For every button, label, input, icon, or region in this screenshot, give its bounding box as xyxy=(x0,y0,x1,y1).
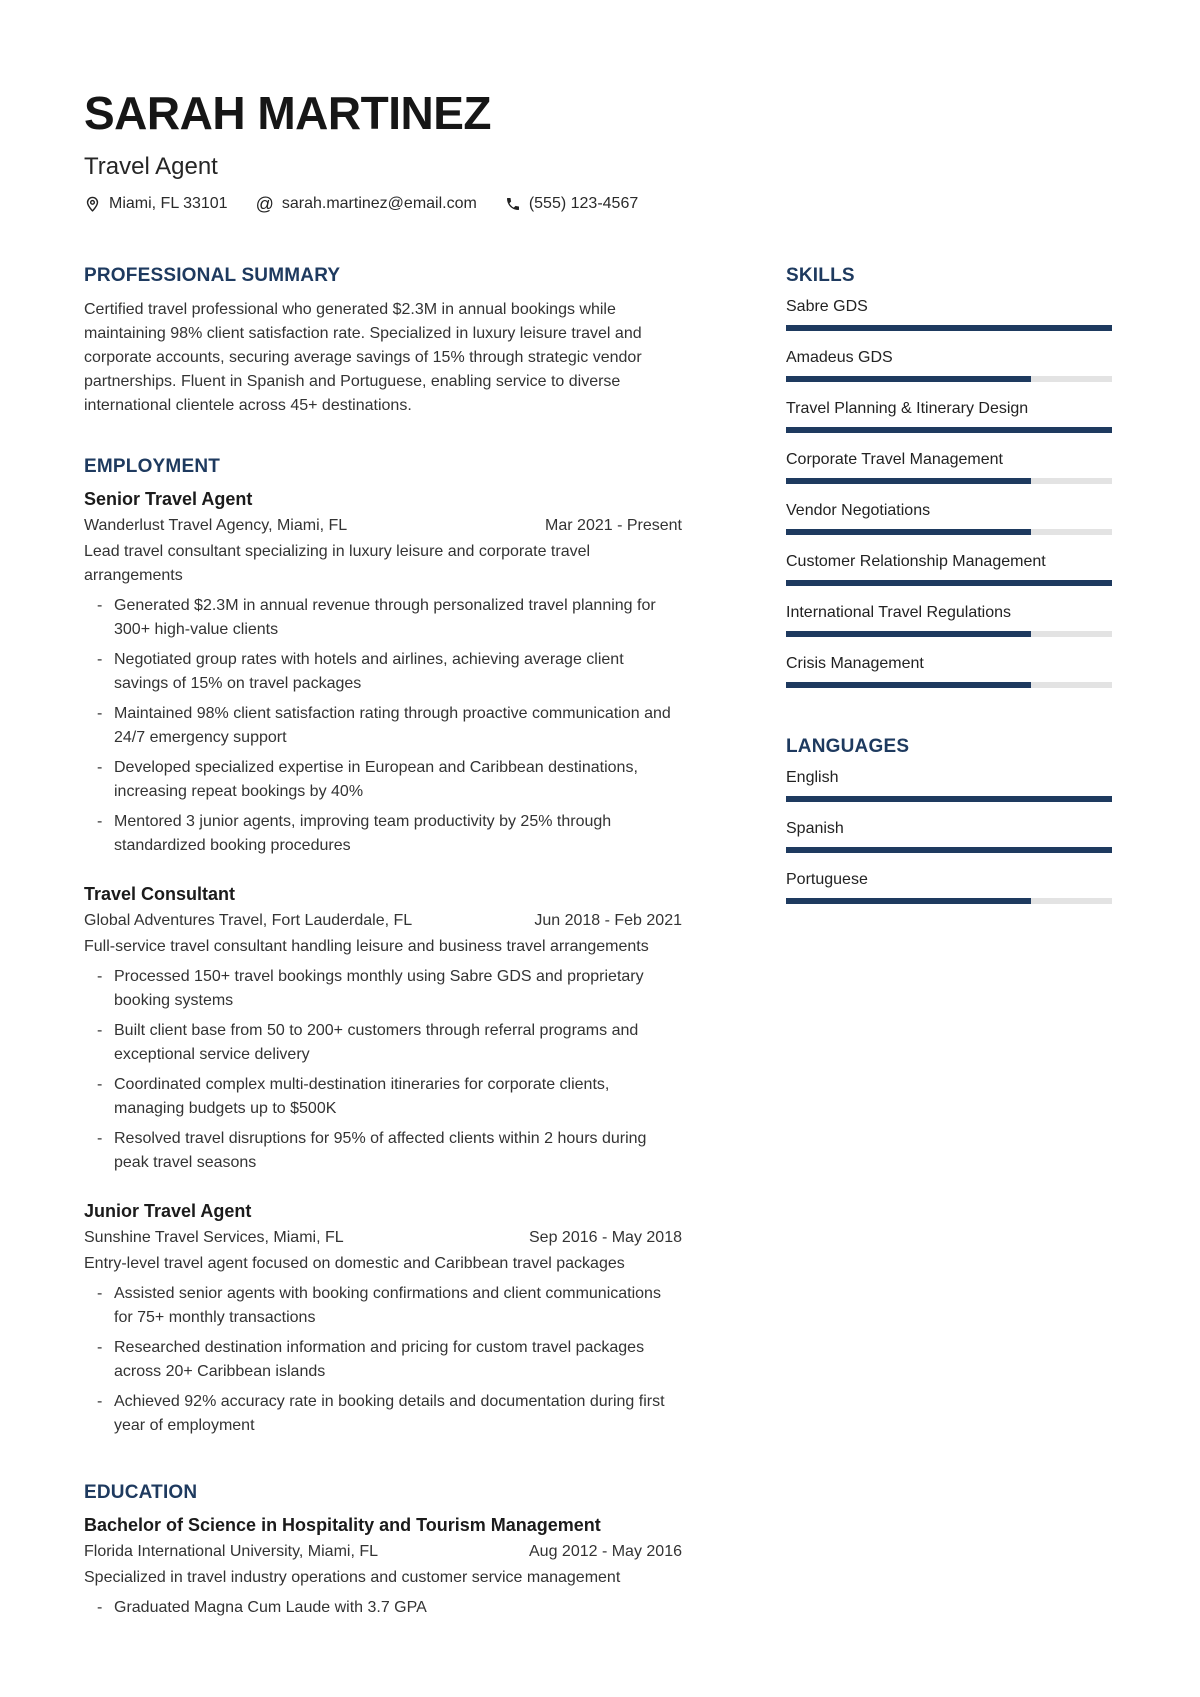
contact-text: Miami, FL 33101 xyxy=(109,195,228,212)
education-meta-row xyxy=(84,1540,682,1564)
bullet-text: Coordinated complex multi-destination itineraries for corporate clients, managing budgets up to $500K xyxy=(114,1076,610,1117)
skills-section xyxy=(786,265,1112,688)
skill-label: Crisis Management xyxy=(786,655,924,672)
bullet-dash: - xyxy=(97,1285,103,1302)
bullet-text: Maintained 98% client satisfaction rating through proactive communication and 24/7 emergency support xyxy=(114,705,671,746)
skill-label: Travel Planning & Itinerary Design xyxy=(786,400,1029,417)
skill-item xyxy=(786,551,1112,586)
company-name: Global Adventures Travel, Fort Lauderdale, FL xyxy=(84,912,413,929)
job-entry xyxy=(84,882,682,1175)
skill-bar-fill xyxy=(786,376,1031,382)
skill-item xyxy=(786,449,1112,484)
bullet-dash: - xyxy=(97,813,103,830)
skill-item xyxy=(786,500,1112,535)
skill-item xyxy=(786,653,1112,688)
bullet-dash: - xyxy=(97,1393,103,1410)
skills-list xyxy=(786,296,1112,688)
job-title: Junior Travel Agent xyxy=(84,1201,252,1221)
skill-item xyxy=(786,602,1112,637)
employment-heading: EMPLOYMENT xyxy=(84,456,221,477)
bullet-text: Assisted senior agents with booking confirmations and client communications for 75+ monthly transactions xyxy=(114,1285,661,1326)
skill-bar-track xyxy=(786,325,1112,331)
skill-label: Vendor Negotiations xyxy=(786,502,931,519)
job-title: Travel Consultant xyxy=(84,884,236,904)
summary-heading: PROFESSIONAL SUMMARY xyxy=(84,265,341,286)
skill-label: Corporate Travel Management xyxy=(786,451,1003,468)
bullet-item xyxy=(84,1596,682,1620)
skill-label: Portuguese xyxy=(786,871,868,888)
bullet-dash: - xyxy=(97,1339,103,1356)
education-entry xyxy=(84,1513,682,1620)
education-description: Specialized in travel industry operations and customer service management xyxy=(84,1569,621,1586)
contact-item xyxy=(505,195,638,213)
bullet-dash: - xyxy=(97,1599,103,1616)
job-bullets xyxy=(84,594,682,858)
languages-list xyxy=(786,767,1112,904)
skill-bar-track xyxy=(786,478,1112,484)
skill-item xyxy=(786,869,1112,904)
skill-bar-fill xyxy=(786,682,1031,688)
skill-bar-fill xyxy=(786,478,1031,484)
job-description: Lead travel consultant specializing in luxury leisure and corporate travel arrangements xyxy=(84,543,591,584)
job-meta-row xyxy=(84,514,682,538)
bullet-item xyxy=(84,1019,682,1067)
bullet-item xyxy=(84,1390,682,1438)
bullet-dash: - xyxy=(97,651,103,668)
bullet-item xyxy=(84,965,682,1013)
employment-section xyxy=(84,456,682,1438)
job-description: Entry-level travel agent focused on domestic and Caribbean travel packages xyxy=(84,1255,625,1272)
at-sign-icon: @ xyxy=(255,194,274,214)
school-name: Florida International University, Miami, FL xyxy=(84,1543,379,1560)
education-section xyxy=(84,1482,682,1620)
contact-text: (555) 123-4567 xyxy=(528,195,639,212)
skill-label: Spanish xyxy=(786,820,844,837)
bullet-text: Resolved travel disruptions for 95% of affected clients within 2 hours during peak travel seasons xyxy=(114,1130,647,1171)
bullet-text: Processed 150+ travel bookings monthly using Sabre GDS and proprietary booking systems xyxy=(114,968,644,1009)
job-entry xyxy=(84,1199,682,1438)
bullet-text: Mentored 3 junior agents, improving team productivity by 25% through standardized booking procedures xyxy=(114,813,612,854)
bullet-item xyxy=(84,1127,682,1175)
phone-icon xyxy=(505,196,521,212)
skill-bar-track xyxy=(786,682,1112,688)
bullet-item xyxy=(84,702,682,750)
job-title: Senior Travel Agent xyxy=(84,489,253,509)
summary-section xyxy=(84,265,682,418)
bullet-text: Achieved 92% accuracy rate in booking details and documentation during first year of employment xyxy=(114,1393,665,1434)
bullet-item xyxy=(84,594,682,642)
skill-label: Amadeus GDS xyxy=(786,349,893,366)
person-title: Travel Agent xyxy=(84,153,218,180)
education-heading: EDUCATION xyxy=(84,1482,198,1503)
skill-bar-fill xyxy=(786,631,1031,637)
bullet-dash: - xyxy=(97,1076,103,1093)
contact-item xyxy=(84,195,228,213)
bullet-text: Negotiated group rates with hotels and airlines, achieving average client savings of 15% on travel packages xyxy=(114,651,624,692)
skill-item xyxy=(786,767,1112,802)
skill-item xyxy=(786,296,1112,331)
job-dates: Mar 2021 - Present xyxy=(545,517,682,534)
skill-item xyxy=(786,347,1112,382)
bullet-item xyxy=(84,1073,682,1121)
company-name: Sunshine Travel Services, Miami, FL xyxy=(84,1229,344,1246)
bullet-item xyxy=(84,648,682,696)
bullet-dash: - xyxy=(97,705,103,722)
skill-label: English xyxy=(786,769,839,786)
summary-text: Certified travel professional who generated $2.3M in annual bookings while maintaining 98% client satisfaction rate. Specialized in luxury leisure travel and corporate accounts, securing average savings of 15% through strategic vendor partnerships. Fluent in Spanish and Portuguese, enabling service to diverse international clientele across 45+ destinations. xyxy=(84,301,642,414)
bullet-text: Developed specialized expertise in European and Caribbean destinations, increasing repeat bookings by 40% xyxy=(114,759,638,800)
skill-bar-fill xyxy=(786,580,1112,586)
skill-bar-track xyxy=(786,529,1112,535)
bullet-dash: - xyxy=(97,1130,103,1147)
bullet-text: Generated $2.3M in annual revenue through personalized travel planning for 300+ high-value clients xyxy=(114,597,656,638)
skill-bar-track xyxy=(786,796,1112,802)
job-entry xyxy=(84,487,682,858)
bullet-dash: - xyxy=(97,968,103,985)
skill-bar-track xyxy=(786,580,1112,586)
skills-heading: SKILLS xyxy=(786,265,855,286)
bullet-item xyxy=(84,1282,682,1330)
content-columns xyxy=(84,265,1112,1620)
company-name: Wanderlust Travel Agency, Miami, FL xyxy=(84,517,348,534)
education-bullets xyxy=(84,1596,682,1620)
skill-item xyxy=(786,818,1112,853)
bullet-item xyxy=(84,810,682,858)
skill-bar-fill xyxy=(786,427,1112,433)
job-meta-row xyxy=(84,1226,682,1250)
main-column xyxy=(84,265,682,1620)
bullet-text: Researched destination information and pricing for custom travel packages across 20+ Caribbean islands xyxy=(114,1339,645,1380)
bullet-item xyxy=(84,756,682,804)
contact-row xyxy=(84,195,1112,213)
bullet-dash: - xyxy=(97,759,103,776)
skill-bar-fill xyxy=(786,847,1112,853)
job-bullets xyxy=(84,965,682,1175)
skill-bar-track xyxy=(786,427,1112,433)
languages-heading: LANGUAGES xyxy=(786,736,910,757)
skill-bar-track xyxy=(786,376,1112,382)
bullet-item xyxy=(84,1336,682,1384)
job-description: Full-service travel consultant handling leisure and business travel arrangements xyxy=(84,938,649,955)
skill-bar-track xyxy=(786,631,1112,637)
job-bullets xyxy=(84,1282,682,1438)
job-dates: Sep 2016 - May 2018 xyxy=(529,1229,682,1246)
job-dates: Jun 2018 - Feb 2021 xyxy=(534,912,682,929)
education-dates: Aug 2012 - May 2016 xyxy=(529,1543,682,1560)
skill-bar-track xyxy=(786,847,1112,853)
skill-label: Sabre GDS xyxy=(786,298,868,315)
bullet-text: Built client base from 50 to 200+ customers through referral programs and exceptional service delivery xyxy=(114,1022,639,1063)
skill-item xyxy=(786,398,1112,433)
job-meta-row xyxy=(84,909,682,933)
skill-bar-fill xyxy=(786,796,1112,802)
skill-bar-fill xyxy=(786,325,1112,331)
header xyxy=(84,0,1112,213)
contact-item xyxy=(256,195,477,213)
skill-bar-fill xyxy=(786,529,1031,535)
bullet-dash: - xyxy=(97,1022,103,1039)
skill-label: International Travel Regulations xyxy=(786,604,1012,621)
person-name: SARAH MARTINEZ xyxy=(84,87,491,139)
sidebar xyxy=(786,265,1112,1620)
languages-section xyxy=(786,736,1112,904)
skill-bar-fill xyxy=(786,898,1031,904)
contact-text: sarah.martinez@email.com xyxy=(281,195,477,212)
bullet-dash: - xyxy=(97,597,103,614)
skill-label: Customer Relationship Management xyxy=(786,553,1046,570)
job-list xyxy=(84,487,682,1438)
bullet-text: Graduated Magna Cum Laude with 3.7 GPA xyxy=(114,1599,427,1616)
skill-bar-track xyxy=(786,898,1112,904)
degree-title: Bachelor of Science in Hospitality and Tourism Management xyxy=(84,1515,601,1535)
location-pin-icon xyxy=(84,196,101,213)
